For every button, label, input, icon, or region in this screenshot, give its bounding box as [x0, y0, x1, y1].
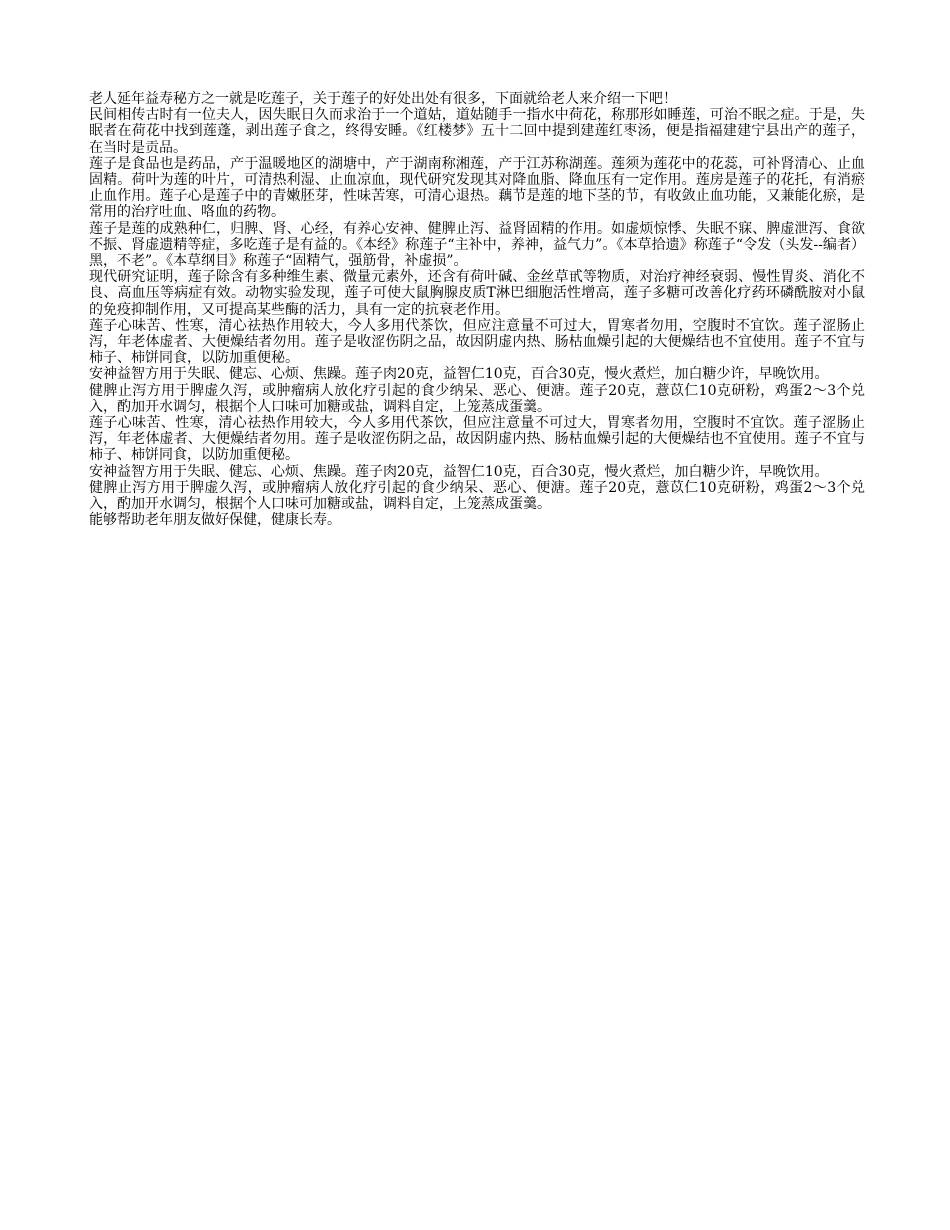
paragraph-recipe-spleen: 健脾止泻方用于脾虚久泻，或肿瘤病人放化疗引起的食少纳呆、恶心、便溏。莲子20克，薏苡仁10克研粉，鸡蛋2～3个兑入，酌加开水调匀，根据个人口味可加糖或盐，调料自定，上笼蒸成蛋羹。 [89, 382, 865, 415]
paragraph-lotus-parts: 莲子是食品也是药品，产于温暖地区的湖塘中，产于湖南称湘莲，产于江苏称湖莲。莲须为莲花中的花蕊，可补肾清心、止血固精。荷叶为莲的叶片，可清热利湿、止血凉血，现代研究发现其对降血脂、降血压有一定作用。莲房是莲子的花托，有消瘀止血作用。莲子心是莲子中的青嫩胚芽，性味苦寒，可清心退热。藕节是莲的地下茎的节，有收敛止血功能，又兼能化瘀，是常用的治疗吐血、咯血的药物。 [89, 155, 865, 221]
paragraph-lotus-seed-effects: 莲子是莲的成熟种仁，归脾、肾、心经，有养心安神、健脾止泻、益肾固精的作用。如虚烦惊悸、失眠不寐、脾虚泄泻、食欲不振、肾虚遗精等症，多吃莲子是有益的。《本经》称莲子“主补中，养神，益气力”。《本草拾遗》称莲子“令发（头发--编者）黑，不老”。《本草纲目》称莲子“固精气，强筋骨，补虚损”。 [89, 220, 865, 270]
paragraph-modern-research: 现代研究证明，莲子除含有多种维生素、微量元素外，还含有荷叶碱、金丝草甙等物质，对治疗神经衰弱、慢性胃炎、消化不良、高血压等病症有效。动物实验发现，莲子可使大鼠胸腺皮质T淋巴细胞活性增高，莲子多糖可改善化疗药环磷酰胺对小鼠的免疫抑制作用，又可提高某些酶的活力，具有一定的抗衰老作用。 [89, 269, 865, 318]
paragraph-closing: 能够帮助老年朋友做好保健，健康长寿。 [89, 512, 341, 529]
document-page [89, 91, 865, 528]
paragraph-cautions: 莲子心味苦、性寒，清心祛热作用较大，今人多用代茶饮，但应注意量不可过大，胃寒者勿用，空腹时不宜饮。莲子涩肠止泻，年老体虚者、大便燥结者勿用。莲子是收涩伤阴之品，故因阴虚内热、肠枯血燥引起的大便燥结也不宜使用。莲子不宜与柿子、柿饼同食，以防加重便秘。 [89, 317, 865, 367]
paragraph-cautions-repeat: 莲子心味苦、性寒，清心祛热作用较大，今人多用代茶饮，但应注意量不可过大，胃寒者勿用，空腹时不宜饮。莲子涩肠止泻，年老体虚者、大便燥结者勿用。莲子是收涩伤阴之品，故因阴虚内热、肠枯血燥引起的大便燥结也不宜使用。莲子不宜与柿子、柿饼同食，以防加重便秘。 [89, 415, 865, 464]
paragraph-intro: 老人延年益寿秘方之一就是吃莲子，关于莲子的好处出处有很多，下面就给老人来介绍一下吧！ [89, 91, 677, 107]
paragraph-recipe-calming-repeat: 安神益智方用于失眠、健忘、心烦、焦躁。莲子肉20克，益智仁10克，百合30克，慢火煮烂，加白糖少许，早晚饮用。 [89, 463, 829, 480]
paragraph-recipe-spleen-repeat: 健脾止泻方用于脾虚久泻，或肿瘤病人放化疗引起的食少纳呆、恶心、便溏。莲子20克，薏苡仁10克研粉，鸡蛋2～3个兑入，酌加开水调匀，根据个人口味可加糖或盐，调料自定，上笼蒸成蛋羹。 [89, 479, 865, 513]
paragraph-recipe-calming: 安神益智方用于失眠、健忘、心烦、焦躁。莲子肉20克，益智仁10克，百合30克，慢火煮烂，加白糖少许，早晚饮用。 [89, 366, 829, 383]
paragraph-legend: 民间相传古时有一位夫人，因失眠日久而求治于一个道姑，道姑随手一指水中荷花，称那形如睡莲，可治不眠之症。于是，失眠者在荷花中找到莲蓬，剥出莲子食之，终得安睡。《红楼梦》五十二回中提到建莲红枣汤，便是指福建建宁县出产的莲子，在当时是贡品。 [89, 107, 865, 156]
